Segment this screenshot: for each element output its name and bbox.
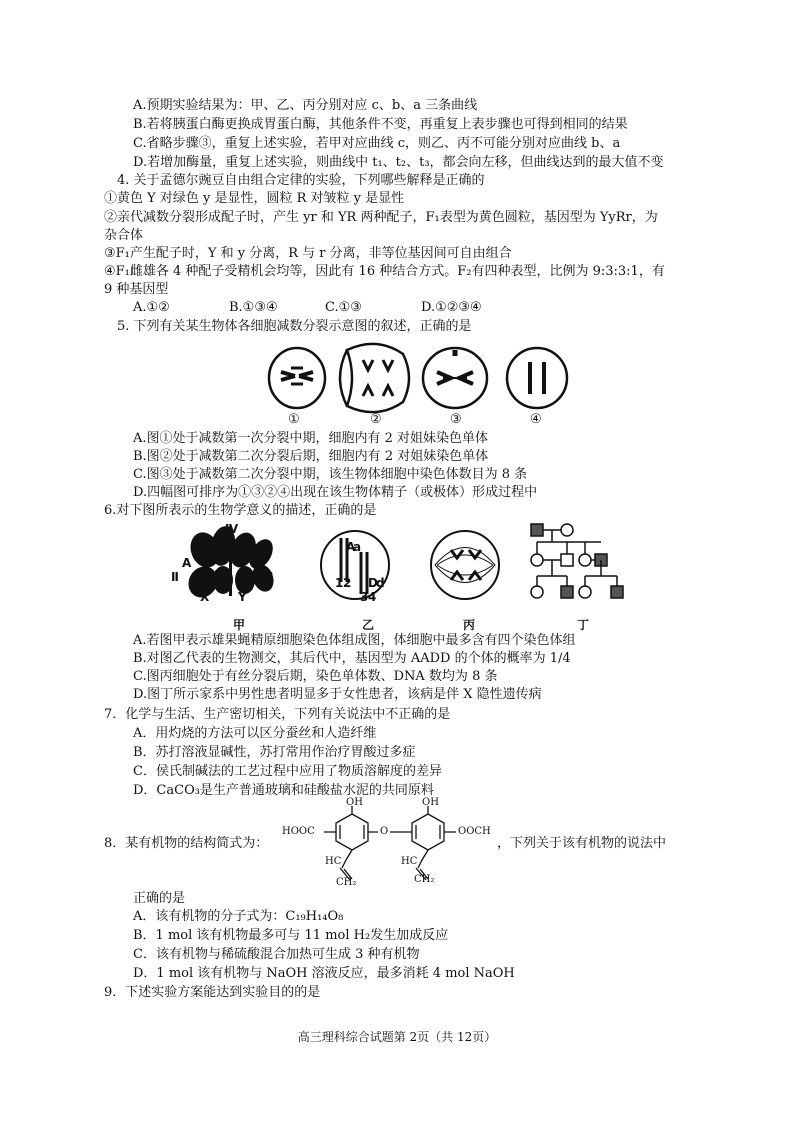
struct-label-ch2-2: CH₂ [414,874,435,885]
chromosome-figure-jia [183,524,278,603]
q8-stem-cont: 正确的是 [133,891,186,906]
q6-option-c: C.图丙细胞处于有丝分裂后期，染色单体数、DNA 数均为 8 条 [133,669,498,684]
q8-option-b: B．1 mol 该有机物最多可与 11 mol H₂发生加成反应 [133,928,449,943]
q6-stem: 6.对下图所表示的生物学意义的描述，正确的是 [104,503,377,518]
q4-statement-3: ③F₁产生配子时，Y 和 y 分离，R 与 r 分离，非等位基因间可自由组合 [104,246,512,261]
q5-fig-label-1: ① [288,412,300,427]
fig-label-ding: 丁 [577,618,590,632]
struct-label-oh-2: OH [422,797,439,808]
q6-option-b: B.对图乙代表的生物测交，其后代中，基因型为 AADD 的个体的概率为 1/4 [133,651,571,666]
q8-option-a: A．该有机物的分子式为：C₁₉H₁₄O₈ [133,909,344,924]
struct-label-ch2-1: CH₂ [336,877,357,888]
yi-label-A: A [346,540,356,554]
q3-option-b: B.若将胰蛋白酶更换成胃蛋白酶，其他条件不变，再重复上表步骤也可得到相同的结果 [133,117,628,132]
q4-statement-4: ④F₁雌雄各 4 种配子受精机会均等，因此有 16 种结合方式。F₂有四种表型，比例为 9:3:3:1，有 [104,264,665,279]
chrom-label-iii: Ⅲ [262,570,274,584]
meiosis-cell-4 [507,348,567,408]
q6-option-a: A.若图甲表示雄果蝇精原细胞染色体组成图，体细胞中最多含有四个染色体组 [133,633,576,648]
q6-option-d: D.图丁所示家系中男性患者明显多于女性患者，该病是伴 X 隐性遗传病 [133,687,542,702]
q5-fig-label-4: ④ [530,412,542,427]
q8-option-c: C．该有机物与稀硫酸混合加热可生成 3 种有机物 [133,947,420,962]
yi-label-d: d [376,576,385,590]
q7-option-b: B．苏打溶液显碱性，苏打常用作治疗胃酸过多症 [133,745,416,760]
chrom-label-iv: Ⅳ [225,522,239,536]
page-footer: 高三理科综合试题第 2页（共 12页） [297,1030,497,1044]
q5-stem: 5. 下列有关某生物体各细胞减数分裂示意图的叙述，正确的是 [117,319,472,334]
q5-option-c: C.图③处于减数第二次分裂中期，该生物体细胞中染色体数目为 8 条 [133,467,528,482]
meiosis-cell-3 [423,348,487,408]
q4-stem: 4. 关于孟德尔豌豆自由组合定律的实验，下列哪些解释是正确的 [117,173,485,188]
organic-structure-figure [280,796,500,892]
q9-stem: 9．下述实验方案能达到实验目的的是 [104,985,321,1000]
q4-option-a: A.①② [133,300,170,315]
q3-option-d: D.若增加酶量，重复上述实验，则曲线中 t₁、t₂、t₃，都会向左移，但曲线达到的最大值不变 [133,155,664,170]
q4-options [133,299,517,317]
q5-option-d: D.四幅图可排序为①③②④出现在该生物体精子（或极体）形成过程中 [133,485,538,500]
meiosis-cell-1 [269,348,325,408]
q5-option-b: B.图②处于减数第二次分裂后期，细胞内有 2 对姐妹染色单体 [133,449,489,464]
chrom-label-a-lower: a [214,566,223,580]
q5-option-a: A.图①处于减数第一次分裂中期，细胞内有 2 对姐妹染色单体 [133,431,489,446]
struct-label-hooc: HOOC [282,826,315,837]
meiosis-cell-2 [340,344,409,412]
q4-statement-2-cont: 杂合体 [104,228,144,243]
yi-label-a: a [353,540,362,554]
q4-option-c: C.①③ [325,300,362,315]
struct-label-o: O [380,826,389,837]
fig-label-yi: 乙 [362,618,375,632]
chrom-label-a-upper: A [182,556,192,570]
q4-statement-2: ②亲代减数分裂形成配子时，产生 yr 和 YR 两种配子，F₁表型为黄色圆粒，基因型为 YyRr，为 [104,210,658,225]
q8-option-d: D．1 mol 该有机物与 NaOH 溶液反应，最多消耗 4 mol NaOH [133,966,515,981]
q7-option-a: A．用灼烧的方法可以区分蚕丝和人造纤维 [133,726,377,741]
chrom-label-w: W [203,576,217,590]
q4-option-d: D.①②③④ [421,300,482,315]
yi-label-3: 3 [360,590,369,604]
q8-stem-right: ，下列关于该有机物的说法中 [497,836,667,851]
q4-statement-4-cont: 9 种基因型 [104,282,169,297]
q3-option-a: A.预期实验结果为：甲、乙、丙分别对应 c、b、a 三条曲线 [133,98,478,113]
yi-label-4: 4 [368,590,377,604]
struct-label-hc-2: HC [401,856,418,867]
q4-statement-1: ①黄色 Y 对绿色 y 是显性，圆粒 R 对皱粒 y 是显性 [104,191,405,206]
chrom-label-x: X [200,590,210,604]
yi-label-D: D [368,576,378,590]
q7-option-c: C．侯氏制碱法的工艺过程中应用了物质溶解度的差异 [133,764,442,779]
q7-option-d: D．CaCO₃是生产普通玻璃和硅酸盐水泥的共同原料 [133,783,434,798]
struct-label-hc-1: HC [325,856,342,867]
q7-stem: 7．化学与生活、生产密切相关，下列有关说法中不正确的是 [104,707,451,722]
q5-fig-label-2: ② [370,412,382,427]
pedigree-figure-ding [531,524,623,598]
q5-fig-label-3: ③ [450,412,462,427]
chrom-label-y: Y [238,590,247,604]
q8-stem-left: 8．某有机物的结构简式为： [104,836,269,851]
fig-label-bing: 丙 [463,618,476,632]
struct-label-oh-1: OH [346,797,363,808]
q4-option-b: B.①③④ [229,300,278,315]
q3-option-c: C.省略步骤③，重复上述实验，若甲对应曲线 c，则乙、丙不可能分别对应曲线 b、a [133,136,621,151]
chrom-label-ii: Ⅱ [171,570,179,584]
yi-label-1: 1 [335,576,344,590]
fig-label-jia: 甲 [233,618,246,632]
struct-label-ooch: OOCH [458,826,491,837]
cell-figure-bing [431,531,499,599]
yi-label-2: 2 [343,576,352,590]
